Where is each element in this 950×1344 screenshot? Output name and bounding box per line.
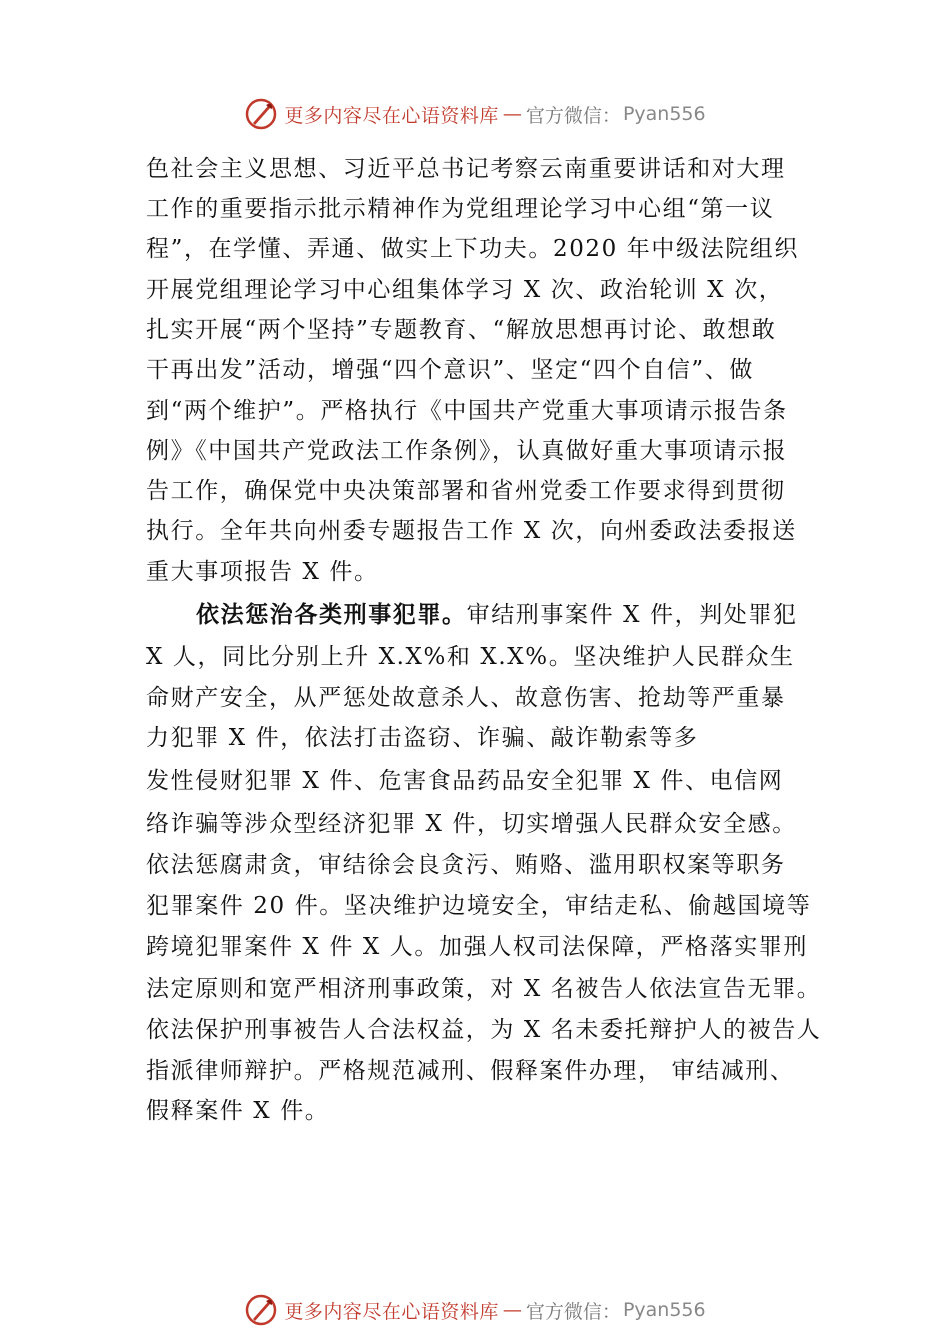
header-label: 官方微信： [525, 104, 621, 127]
body-line: 开展党组理论学习中心组集体学习 X 次、政治轮训 X 次， [146, 277, 784, 303]
quill-logo-icon [244, 1293, 278, 1327]
body-line: X 人，同比分别上升 X.X%和 X.X%。坚决维护人民群众生 [146, 644, 795, 670]
body-line: 色社会主义思想、习近平总书记考察云南重要讲话和对大理 [146, 156, 786, 182]
quill-logo-icon [244, 97, 278, 131]
body-line: 例》《中国共产党政法工作条例》，认真做好重大事项请示报 [146, 438, 788, 464]
body-line: 法定原则和宽严相济刑事政策，对 X 名被告人依法宣告无罪。 [146, 976, 822, 1002]
body-line: 到“两个维护”。严格执行《中国共产党重大事项请示报告条 [146, 398, 788, 424]
body-line: 扎实开展“两个坚持”专题教育、“解放思想再讨论、敢想敢 [146, 317, 777, 343]
body-line: 告工作，确保党中央决策部署和省州党委工作要求得到贯彻 [146, 478, 786, 504]
paragraph-2-first-rest: 审结刑事案件 X 件，判处罪犯 [466, 602, 798, 628]
footer-wechat-id: Pyan556 [622, 1299, 706, 1321]
body-line: 络诈骗等涉众型经济犯罪 X 件，切实增强人民群众安全感。 [146, 811, 797, 837]
body-line: 指派律师辩护。严格规范减刑、假释案件办理， 审结减刑、 [146, 1058, 795, 1084]
footer-brand: 更多内容尽在心语资料库 [284, 1300, 499, 1323]
footer-label: 官方微信： [525, 1300, 621, 1323]
body-line: 犯罪案件 20 件。坚决维护边境安全，审结走私、偷越国境等 [146, 893, 812, 919]
body-line: 假释案件 X 件。 [146, 1098, 330, 1124]
paragraph-heading: 依法惩治各类刑事犯罪。 [196, 601, 467, 628]
body-line: 发性侵财犯罪 X 件、危害食品药品安全犯罪 X 件、电信网 [146, 768, 784, 794]
body-line: 执行。全年共向州委专题报告工作 X 次，向州委政法委报送 [146, 518, 797, 544]
body-line: 工作的重要指示批示精神作为党组理论学习中心组“第一议 [146, 196, 775, 222]
header-wechat-id: Pyan556 [622, 103, 706, 125]
body-line: 命财产安全，从严惩处故意杀人、故意伤害、抢劫等严重暴 [146, 685, 786, 711]
header-separator: — [502, 103, 522, 125]
footer-banner [0, 1290, 950, 1330]
body-line: 程”，在学懂、弄通、做实上下功夫。2020 年中级法院组织 [146, 236, 800, 262]
body-line: 重大事项报告 X 件。 [146, 559, 379, 585]
body-line: 力犯罪 X 件，依法打击盗窃、诈骗、敲诈勒索等多 [146, 725, 699, 751]
header-banner [0, 94, 950, 134]
footer-separator: — [502, 1299, 522, 1321]
header-brand: 更多内容尽在心语资料库 [284, 104, 499, 127]
paragraph-2-first-line [196, 600, 798, 630]
body-line: 依法惩腐肃贪，审结徐会良贪污、贿赂、滥用职权案等职务 [146, 852, 786, 878]
body-line: 依法保护刑事被告人合法权益，为 X 名未委托辩护人的被告人 [146, 1017, 822, 1043]
body-line: 跨境犯罪案件 X 件 X 人。加强人权司法保障，严格落实罪刑 [146, 934, 808, 960]
body-line: 干再出发”活动，增强“四个意识”、坚定“四个自信”、做 [146, 357, 754, 383]
